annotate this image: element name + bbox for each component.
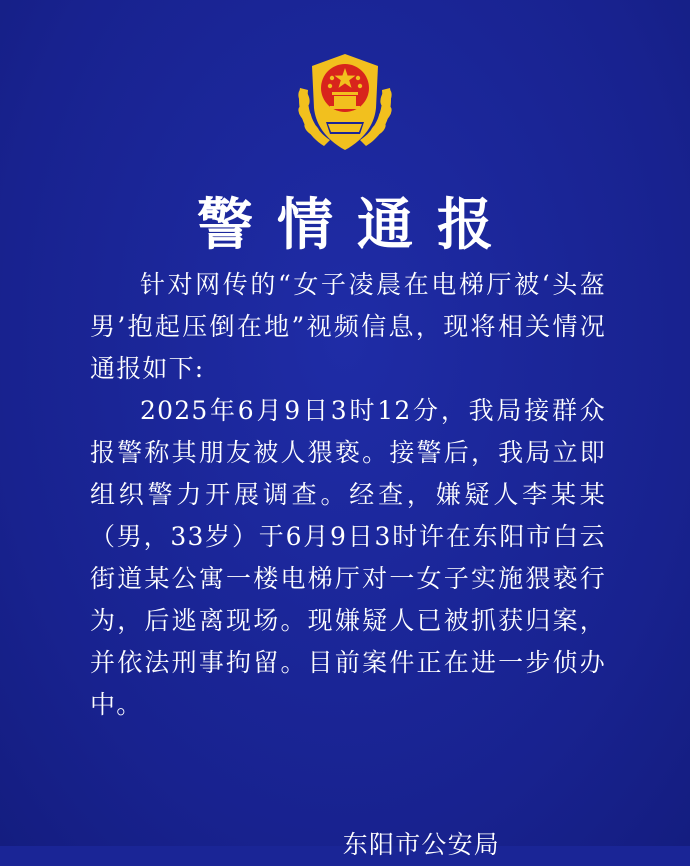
notice-paragraph-details: 2025年6月9日3时12分，我局接群众报警称其朋友被人猥亵。接警后，我局立即组织警力开展调查。经查，嫌疑人李某某（男，33岁）于6月9日3时许在东阳市白云街道某公寓一楼电梯厅对一女子实施猥亵行为，后逃离现场。现嫌疑人已被抓获归案，并依法刑事拘留。目前案件正在进一步侦办中。 xyxy=(90,396,606,719)
emblem-gate xyxy=(330,92,360,109)
notice-signature: 东阳市公安局 xyxy=(342,830,500,859)
notice-body xyxy=(90,264,606,726)
police-badge-icon xyxy=(290,48,400,160)
notice-paragraph-intro: 针对网传的“女子凌晨在电梯厅被‘头盔男’抱起压倒在地”视频信息，现将相关情况通报如下: xyxy=(90,270,606,383)
notice-title: 警情通报 xyxy=(197,193,517,258)
